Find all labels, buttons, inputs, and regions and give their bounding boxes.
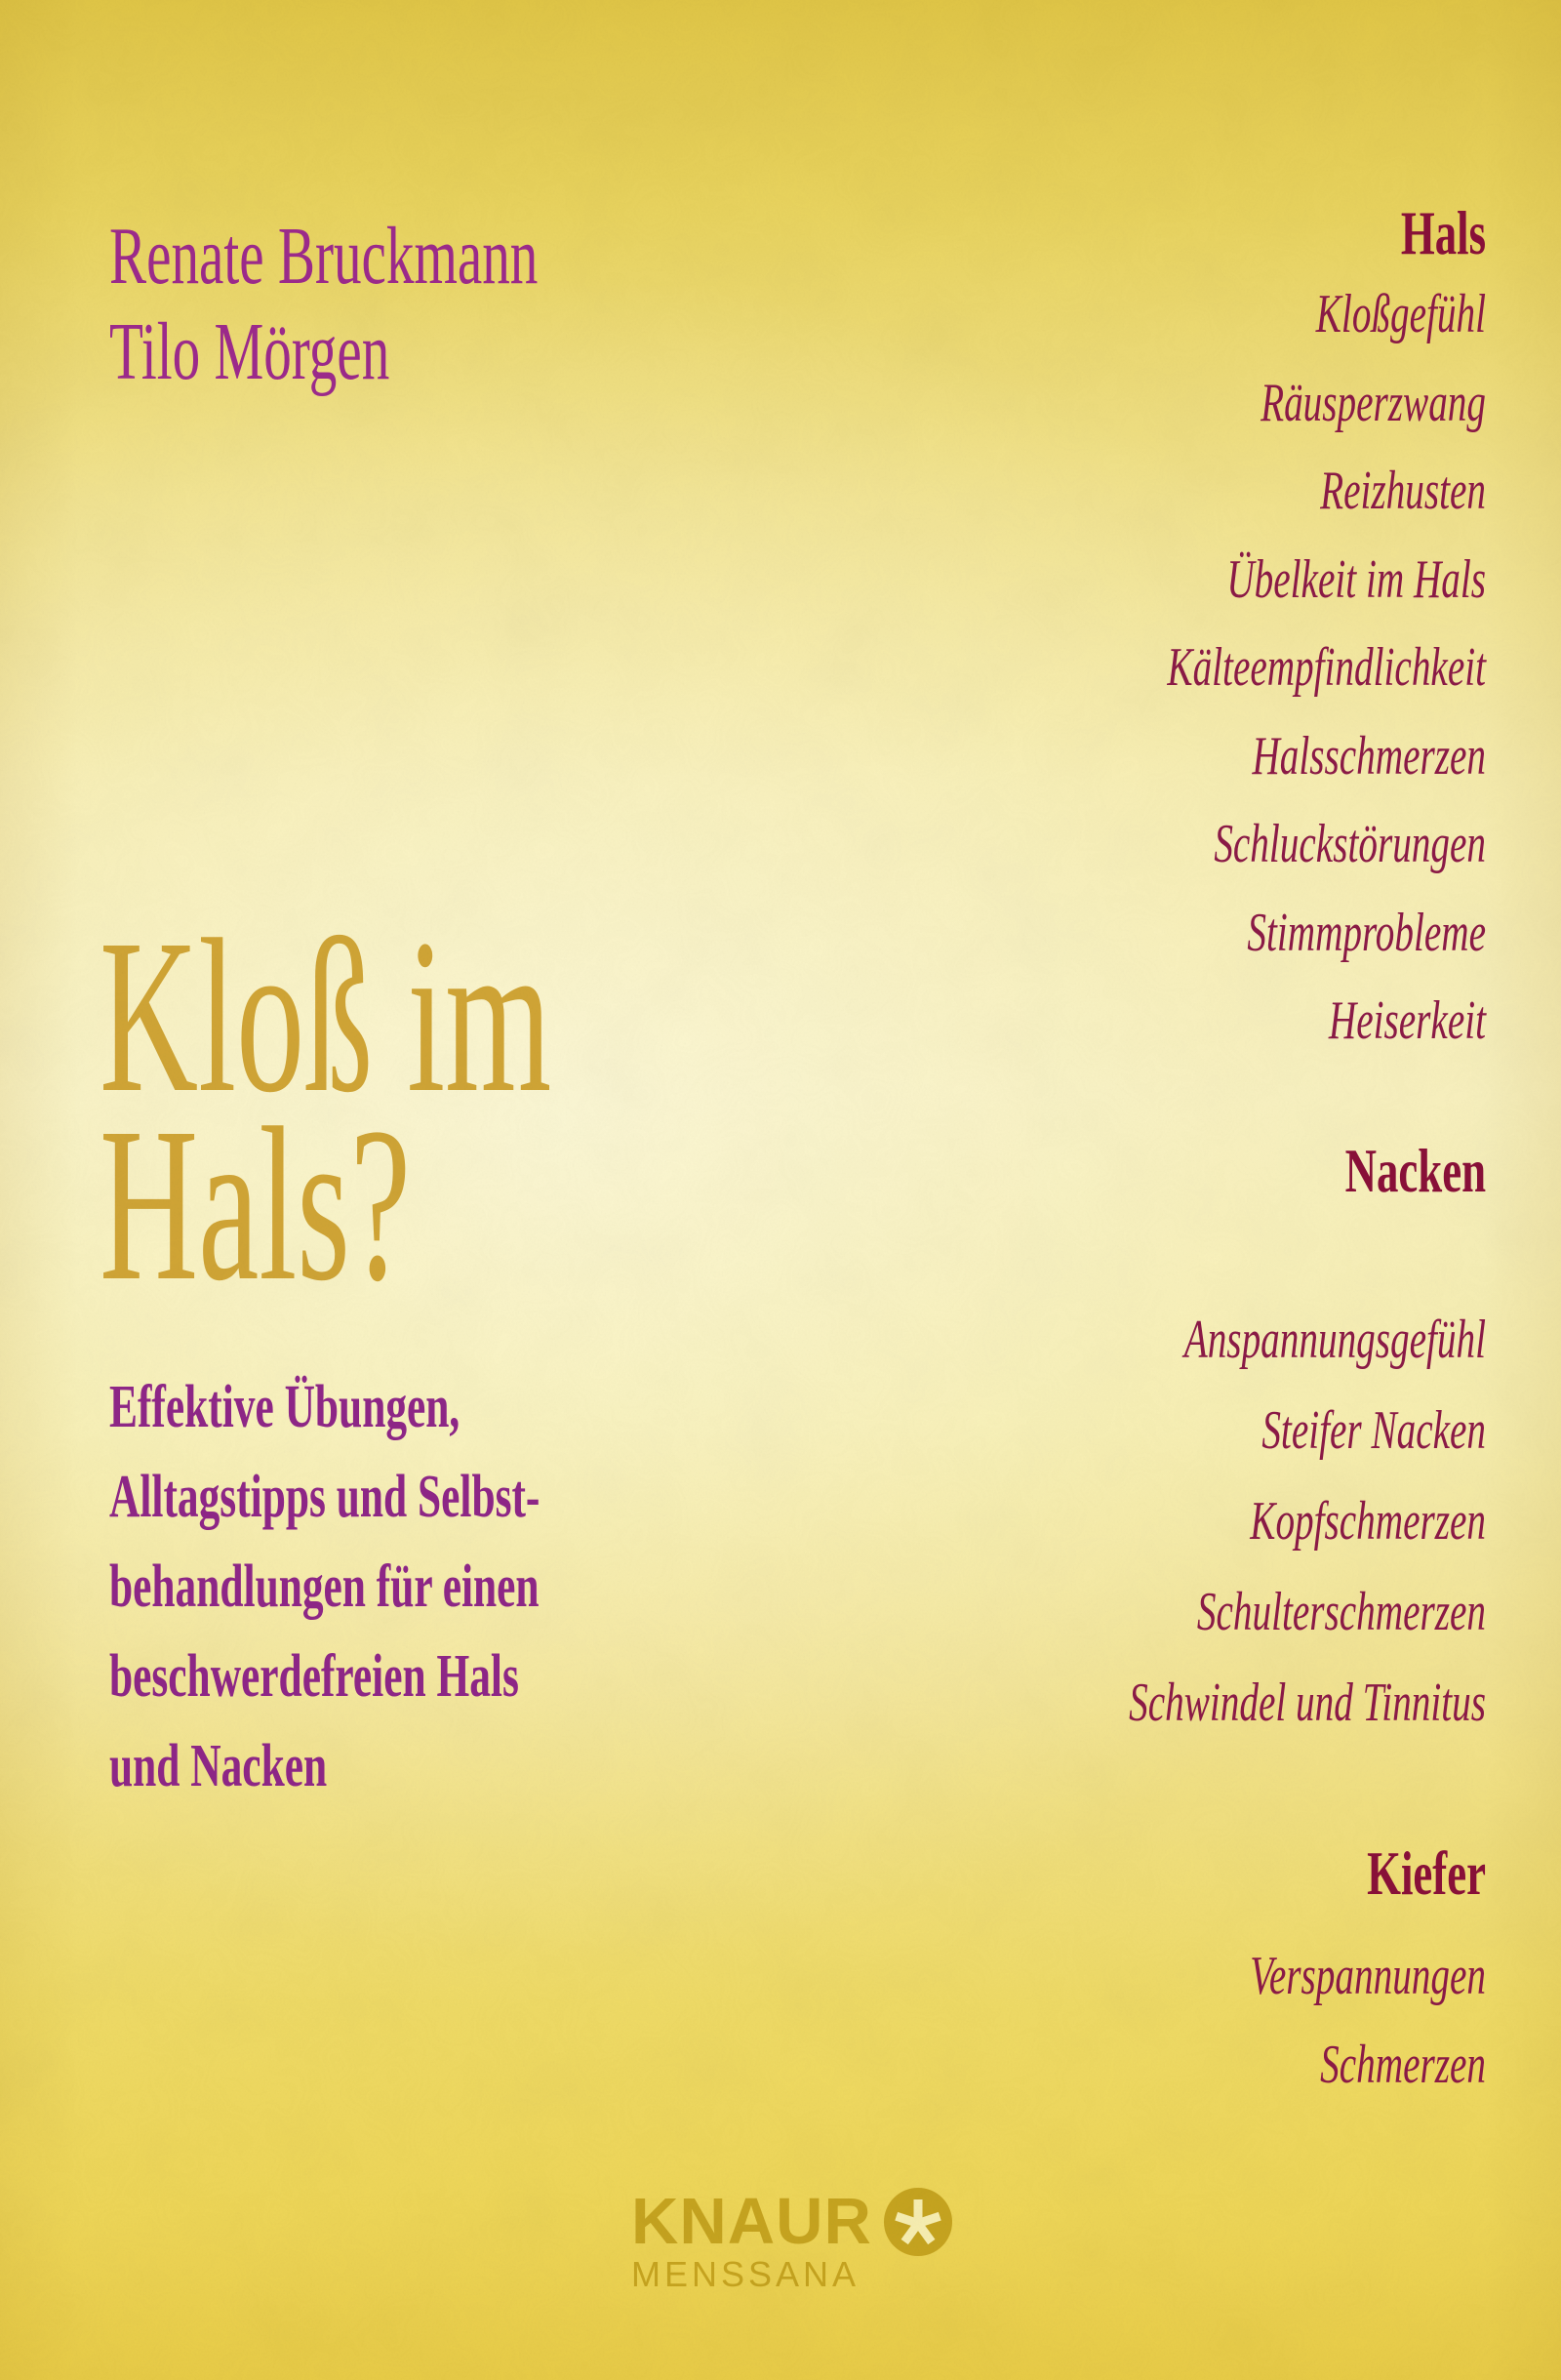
symptom-item: Verspannungen	[1250, 1946, 1486, 2006]
symptom-heading-nacken: Nacken	[1344, 1136, 1486, 1205]
title-line-1: Kloß im	[100, 894, 552, 1138]
symptom-heading-hals: Hals	[1400, 198, 1486, 267]
symptom-item: Räusperzwang	[1261, 372, 1486, 433]
imprint-menssana: MENSSANA	[631, 2254, 861, 2294]
symptom-item: Schmerzen	[1320, 2034, 1486, 2095]
symptom-item: Steifer Nacken	[1261, 1400, 1486, 1461]
publisher-logo	[631, 2185, 952, 2258]
symptom-group-hals	[871, 198, 1486, 1066]
symptom-group-kiefer	[871, 1838, 1486, 2109]
knaur-star-icon	[884, 2188, 952, 2256]
knaur-wordmark: KNAUR	[631, 2185, 872, 2258]
subtitle-line: Alltagstipps und Selbst-	[109, 1464, 540, 1530]
symptom-group-nacken	[871, 1136, 1486, 1749]
subtitle-line: beschwerdefreien Hals	[109, 1643, 519, 1710]
subtitle-line: behandlungen für einen	[109, 1553, 540, 1620]
symptom-item: Heiserkeit	[1328, 990, 1486, 1051]
symptom-item: Schwindel und Tinnitus	[1129, 1673, 1486, 1733]
title-line-2: Hals?	[100, 1082, 412, 1326]
book-title	[100, 894, 552, 1326]
subtitle-line: und Nacken	[109, 1733, 328, 1799]
symptom-item: Schulterschmerzen	[1196, 1582, 1486, 1642]
symptom-heading-kiefer: Kiefer	[1367, 1838, 1486, 1908]
symptom-list-hals	[871, 270, 1486, 1066]
symptom-list-kiefer	[871, 1932, 1486, 2109]
author-names	[109, 209, 538, 400]
symptom-item: Stimmprobleme	[1247, 902, 1486, 963]
author-line-1: Renate Bruckmann	[109, 211, 539, 302]
author-line-2: Tilo Mörgen	[109, 306, 390, 397]
symptom-item: Kälteempfindlichkeit	[1167, 637, 1486, 698]
symptom-item: Kopfschmerzen	[1250, 1491, 1486, 1552]
symptom-item: Halsschmerzen	[1252, 725, 1486, 787]
symptom-item: Reizhusten	[1320, 461, 1486, 521]
book-subtitle	[109, 1362, 540, 1811]
symptom-item: Übelkeit im Hals	[1226, 548, 1486, 610]
symptom-item: Anspannungsgefühl	[1183, 1310, 1486, 1370]
symptom-item: Kloßgefühl	[1315, 284, 1486, 344]
subtitle-line: Effektive Übungen,	[109, 1374, 460, 1440]
symptom-list-nacken	[871, 1295, 1486, 1749]
symptom-item: Schluckstörungen	[1214, 814, 1486, 874]
